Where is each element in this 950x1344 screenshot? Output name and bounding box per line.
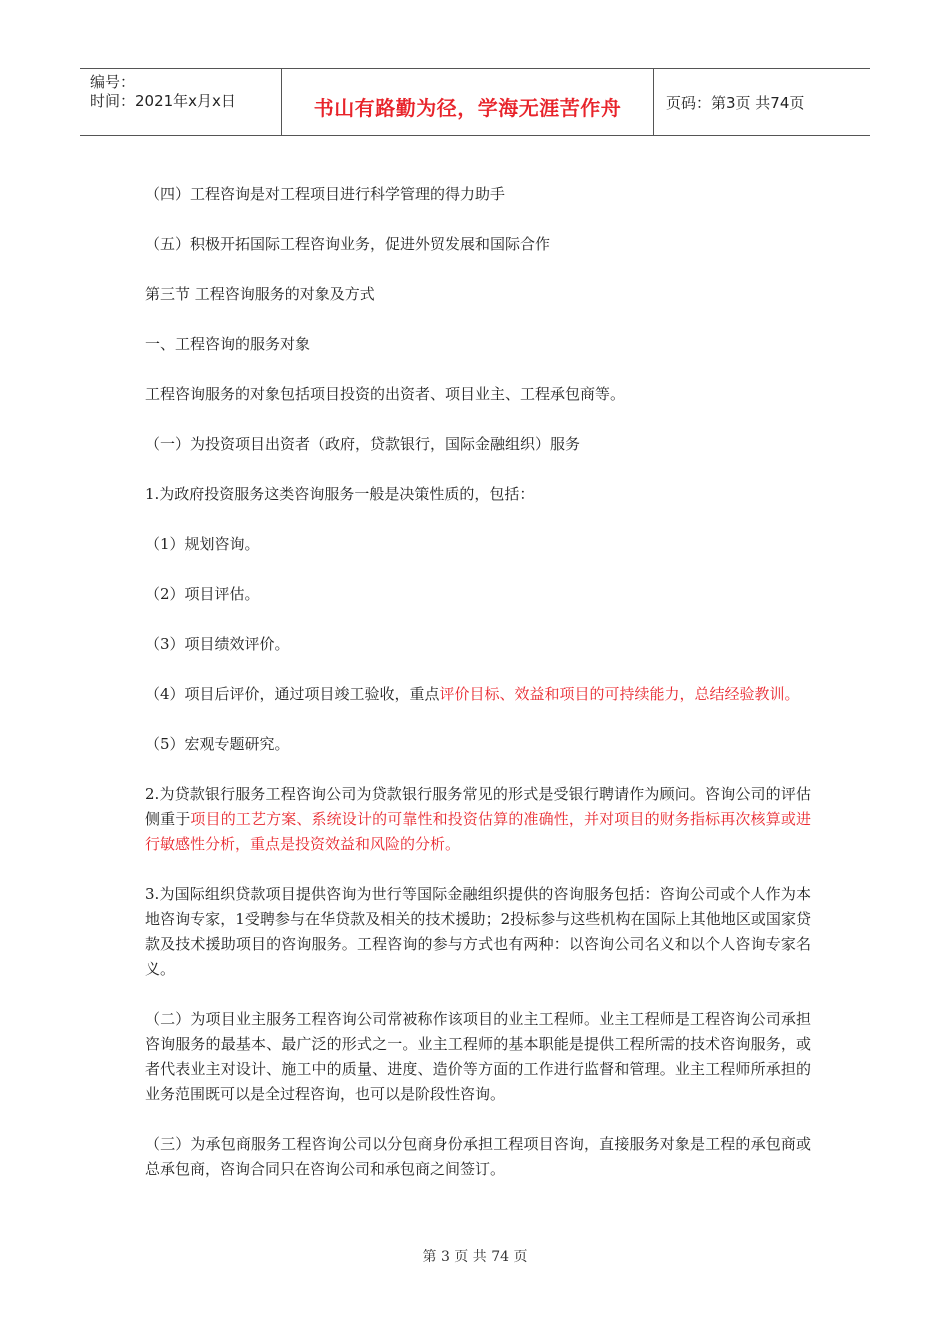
paragraph xyxy=(145,232,811,257)
paragraph-text: （五）积极开拓国际工程咨询业务，促进外贸发展和国际合作 xyxy=(145,235,551,253)
paragraph xyxy=(145,1132,811,1182)
list-item xyxy=(145,732,811,757)
paragraph xyxy=(145,182,811,207)
paragraph-text: （1）规划咨询。 xyxy=(145,535,260,553)
paragraph-text: 1.为政府投资服务这类咨询服务一般是决策性质的，包括： xyxy=(145,485,535,503)
section-heading xyxy=(145,282,811,307)
paragraph-text: （4）项目后评价，通过项目竣工验收，重点 xyxy=(145,685,440,703)
paragraph xyxy=(145,432,811,457)
motto-text: 书山有路勤为径，学海无涯苦作舟 xyxy=(313,95,622,120)
header-page-info xyxy=(654,69,870,135)
paragraph-text: （5）宏观专题研究。 xyxy=(145,735,290,753)
paragraph-text: 工程咨询服务的对象包括项目投资的出资者、项目业主、工程承包商等。 xyxy=(145,385,626,403)
paragraph-text: 2.为贷款银行服务工程咨询公司为贷款银行服务常见的形式是受银行聘请作为顾问。咨询公司的评估侧重于 xyxy=(145,785,811,828)
page-footer xyxy=(0,1246,950,1266)
paragraph xyxy=(145,782,811,857)
document-body xyxy=(145,182,811,1207)
header-motto-cell xyxy=(282,69,654,135)
paragraph-text: 第三节 工程咨询服务的对象及方式 xyxy=(145,285,375,303)
paragraph xyxy=(145,482,811,507)
paragraph xyxy=(145,382,811,407)
footer-page-number: 第 3 页 共 74 页 xyxy=(422,1249,528,1265)
page-header xyxy=(80,68,870,136)
paragraph-text: （三）为承包商服务工程咨询公司以分包商身份承担工程项目咨询，直接服务对象是工程的承包商或总承包商，咨询合同只在咨询公司和承包商之间签订。 xyxy=(145,1135,811,1178)
paragraph-text: （二）为项目业主服务工程咨询公司常被称作该项目的业主工程师。业主工程师是工程咨询公司承担咨询服务的最基本、最广泛的形式之一。业主工程师的基本职能是提供工程所需的技术咨询服务，或者代表业主对设计、施工中的质量、进度、造价等方面的工作进行监督和管理。业主工程师所承担的业务范围既可以是全过程咨询，也可以是阶段性咨询。 xyxy=(145,1010,811,1103)
paragraph xyxy=(145,1007,811,1107)
highlighted-text: 评价目标、效益和项目的可持续能力，总结经验教训。 xyxy=(439,685,800,703)
paragraph-text: （3）项目绩效评价。 xyxy=(145,635,290,653)
number-label: 编号： xyxy=(90,73,136,91)
paragraph-text: （四）工程咨询是对工程项目进行科学管理的得力助手 xyxy=(145,185,506,203)
subsection-heading xyxy=(145,332,811,357)
page-info-text: 页码：第3页 共74页 xyxy=(666,93,805,112)
paragraph xyxy=(145,882,811,982)
time-label: 时间：2021年x月x日 xyxy=(90,92,236,110)
paragraph-text: 一、工程咨询的服务对象 xyxy=(145,335,311,353)
list-item xyxy=(145,682,811,707)
list-item xyxy=(145,582,811,607)
paragraph-text: （一）为投资项目出资者（政府，贷款银行，国际金融组织）服务 xyxy=(145,435,581,453)
paragraph-text: 3.为国际组织贷款项目提供咨询为世行等国际金融组织提供的咨询服务包括：咨询公司或个人作为本地咨询专家，1受聘参与在华贷款及相关的技术援助；2投标参与这些机构在国际上其他地区或国家贷款及技术援助项目的咨询服务。工程咨询的参与方式也有两种：以咨询公司名义和以个人咨询专家名义。 xyxy=(145,885,811,978)
list-item xyxy=(145,632,811,657)
list-item xyxy=(145,532,811,557)
header-meta xyxy=(80,69,282,135)
paragraph-text: （2）项目评估。 xyxy=(145,585,260,603)
highlighted-text: 项目的工艺方案、系统设计的可靠性和投资估算的准确性，并对项目的财务指标再次核算或进行敏感性分析，重点是投资效益和风险的分析。 xyxy=(145,810,811,853)
